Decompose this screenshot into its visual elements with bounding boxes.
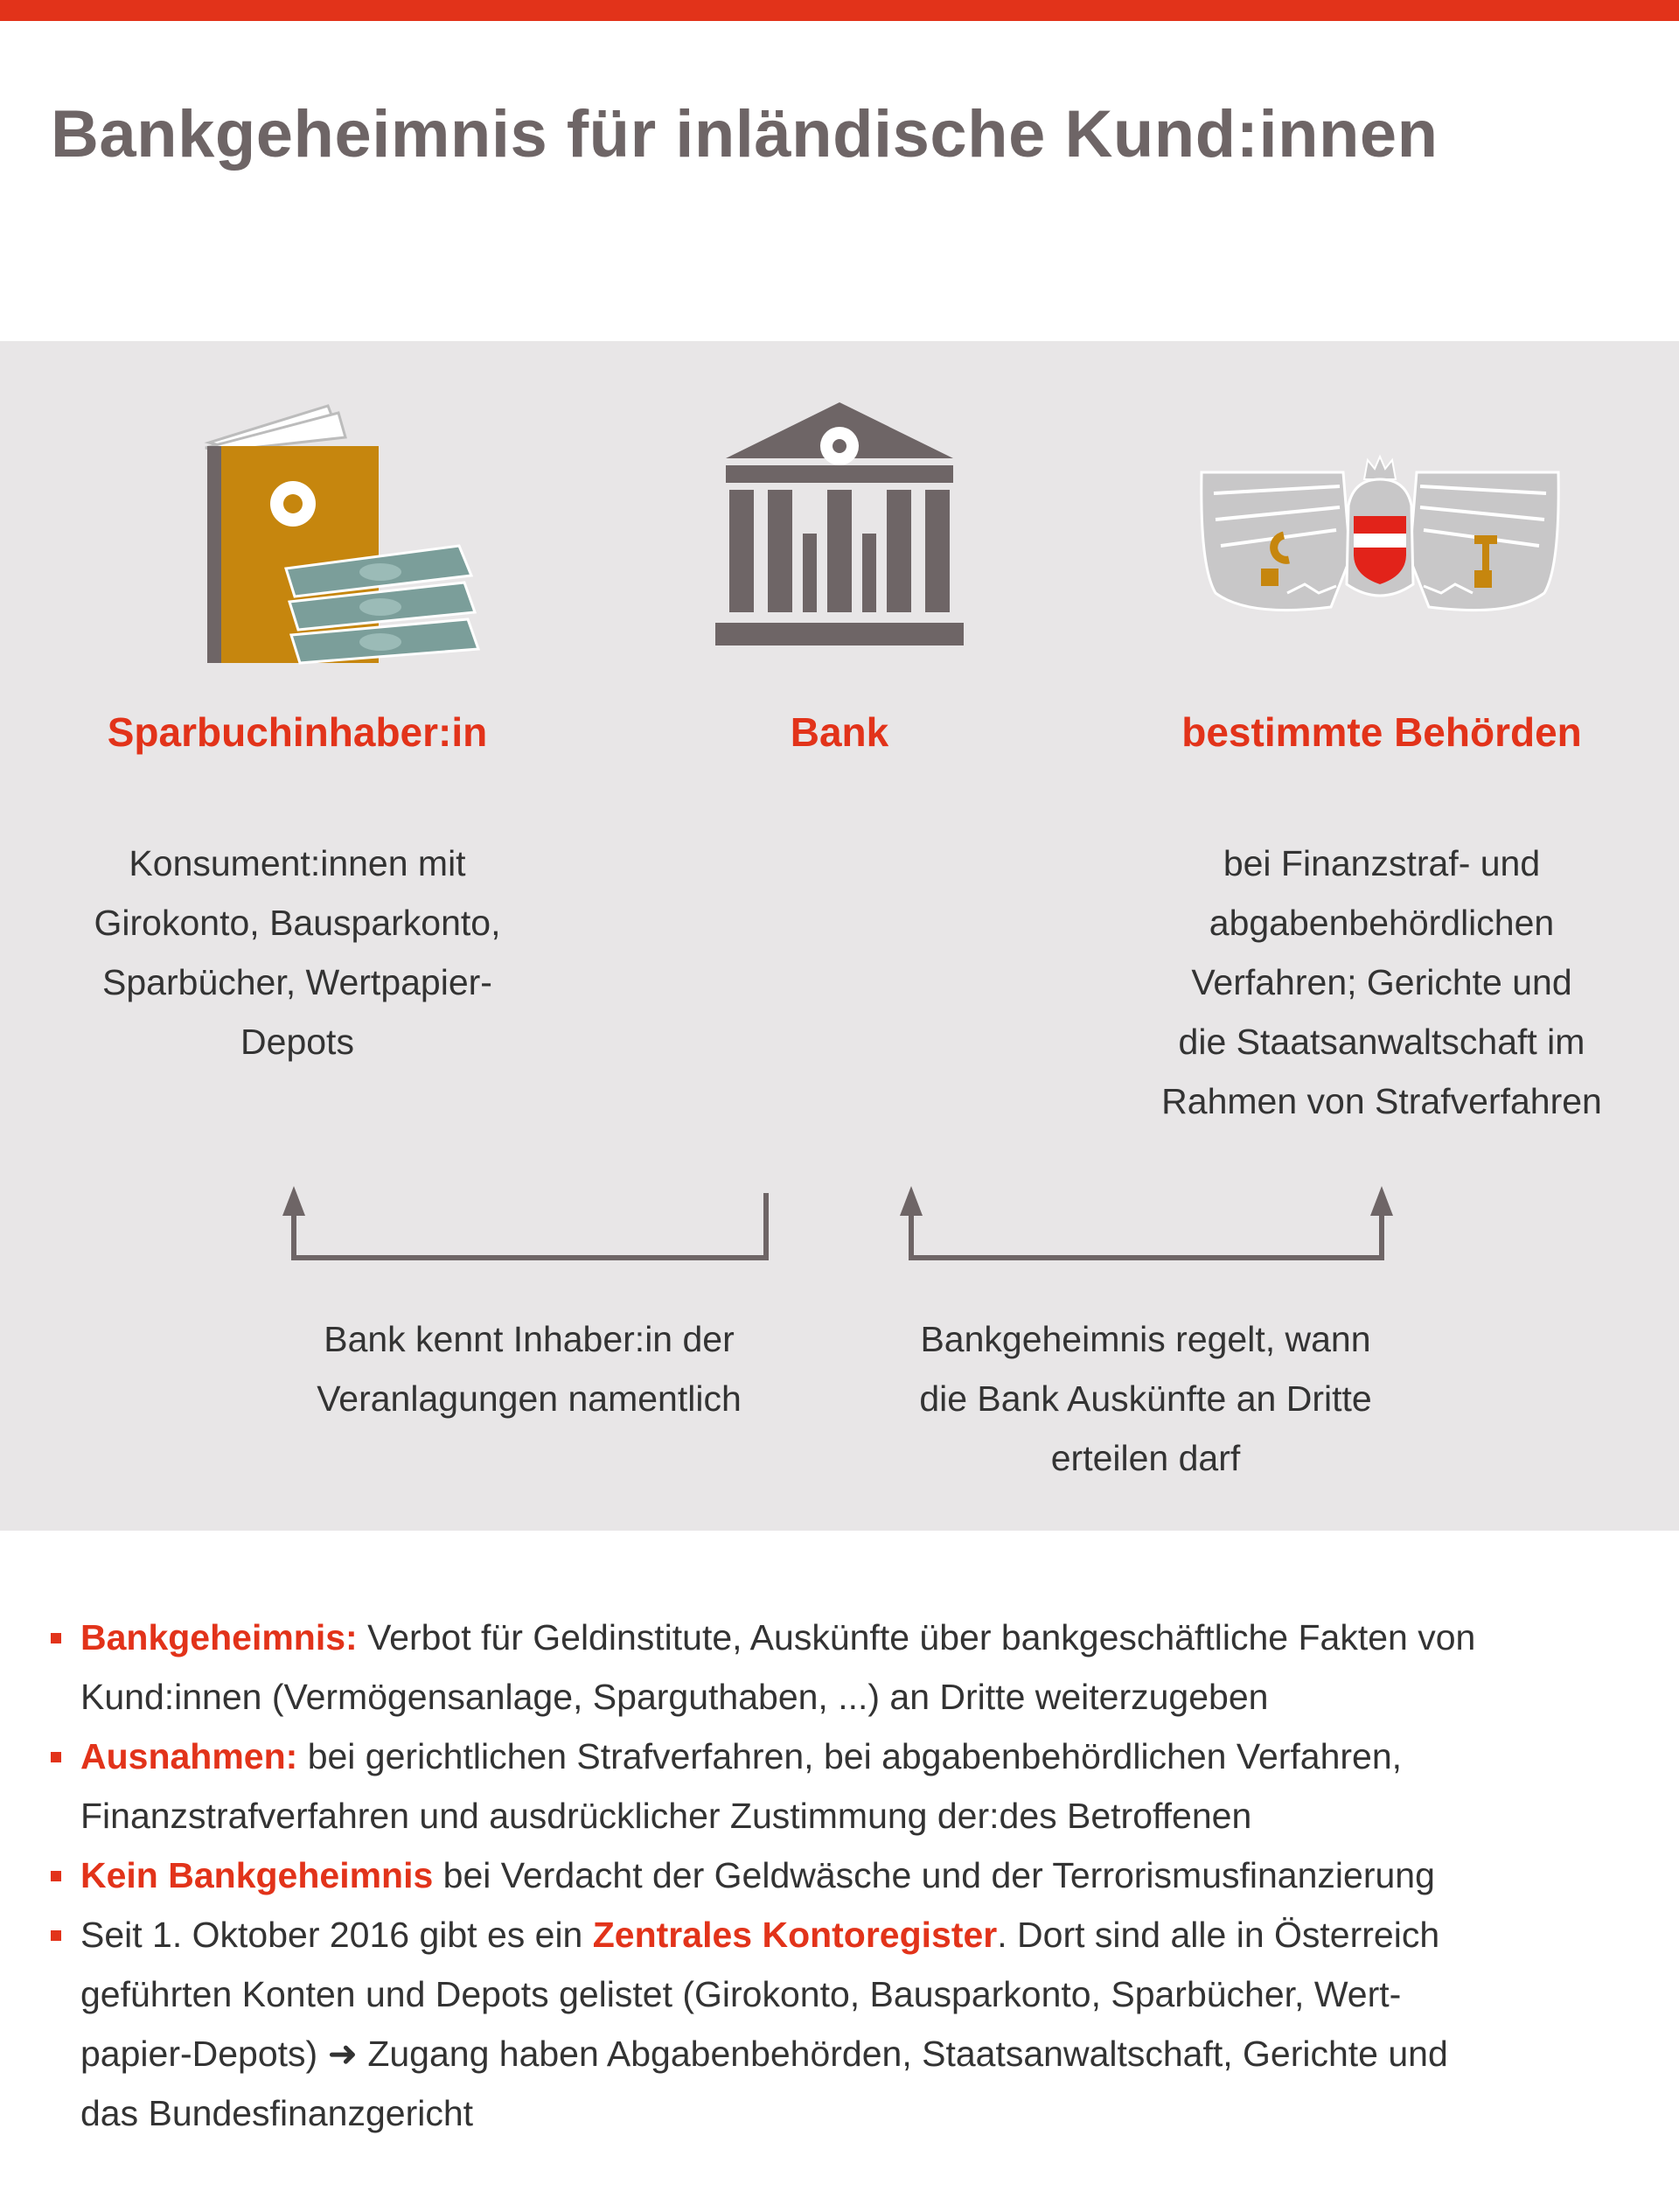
bullet-text: Verbot für Geldinstitute, Auskünfte über bankgeschäftliche Fakten von [357,1617,1476,1657]
caption-line: Veranlagungen namentlich [317,1378,742,1419]
arrow-head-up-icon [900,1186,923,1216]
description-line: die Staatsanwaltschaft im [1178,1022,1585,1062]
description-line: bei Finanzstraf- und [1223,843,1541,883]
bullet-line [80,1727,1625,1786]
bullet-line: Finanzstrafverfahren und ausdrücklicher Zustimmung der:des Betroffenen [80,1796,1252,1836]
connector-bank-to-holder [282,1186,766,1258]
connector-bank-to-authorities [900,1186,1393,1258]
bullet-text: . Dort sind alle in Österreich [997,1915,1440,1955]
description-line: abgabenbehördlichen [1209,903,1555,943]
description-line: Girokonto, Bausparkonto, [94,903,501,943]
party-label-behoerden: bestimmte Behörden [1181,709,1582,755]
bullet-line: Kund:innen (Vermögensanlage, Sparguthaben, ...) an Dritte weiterzugeben [80,1677,1269,1717]
caption-line: Bank kennt Inhaber:in der [324,1319,735,1359]
relation-caption-authorities [874,1309,1417,1488]
page-title: Bankgeheimnis für inländische Kund:innen [51,97,1439,171]
bullet-line: das Bundesfinanzgericht [80,2093,474,2133]
description-line: Rahmen von Strafverfahren [1161,1081,1602,1121]
caption-line: erteilen darf [1050,1438,1241,1478]
relation-caption-holder [262,1309,796,1428]
list-item [51,1846,1625,1905]
bullet-line [80,1905,1625,1964]
top-accent-bar [0,0,1679,21]
party-label-bank: Bank [790,709,889,755]
bullet-highlight: Ausnahmen: [80,1736,298,1776]
arrow-head-up-icon [1370,1186,1393,1216]
bullet-line: geführten Konten und Depots gelistet (Girokonto, Bausparkonto, Sparbücher, Wert- [80,1974,1402,2014]
arrow-head-up-icon [282,1186,305,1216]
list-item [51,1905,1625,2143]
bullet-text: bei gerichtlichen Strafverfahren, bei abgabenbehördlichen Verfahren, [297,1736,1403,1776]
bullet-highlight: Kein Bankgeheimnis [80,1855,434,1895]
bullet-highlight: Zentrales Kontoregister [592,1915,998,1955]
description-line: Verfahren; Gerichte und [1191,962,1572,1002]
bullet-highlight: Bankgeheimnis: [80,1617,358,1657]
description-line: Depots [240,1022,354,1062]
bullet-text: Seit 1. Oktober 2016 gibt es ein [80,1915,593,1955]
relation-connectors [0,341,1679,1531]
description-line: Konsument:innen mit [129,843,466,883]
party-label-sparbuchinhaber: Sparbuchinhaber:in [107,709,488,755]
bullet-line [80,1608,1625,1667]
list-item [51,1727,1625,1846]
bullet-text: bei Verdacht der Geldwäsche und der Terrorismusfinanzierung [433,1855,1435,1895]
list-item [51,1608,1625,1727]
fact-list [51,1608,1625,2143]
caption-line: Bankgeheimnis regelt, wann [920,1319,1371,1359]
caption-line: die Bank Auskünfte an Dritte [919,1378,1372,1419]
description-line: Sparbücher, Wertpapier- [102,962,492,1002]
bullet-line: papier-Depots) ➜ Zugang haben Abgabenbehörden, Staatsanwaltschaft, Gerichte und [80,2034,1448,2074]
bullet-line [80,1846,1625,1905]
